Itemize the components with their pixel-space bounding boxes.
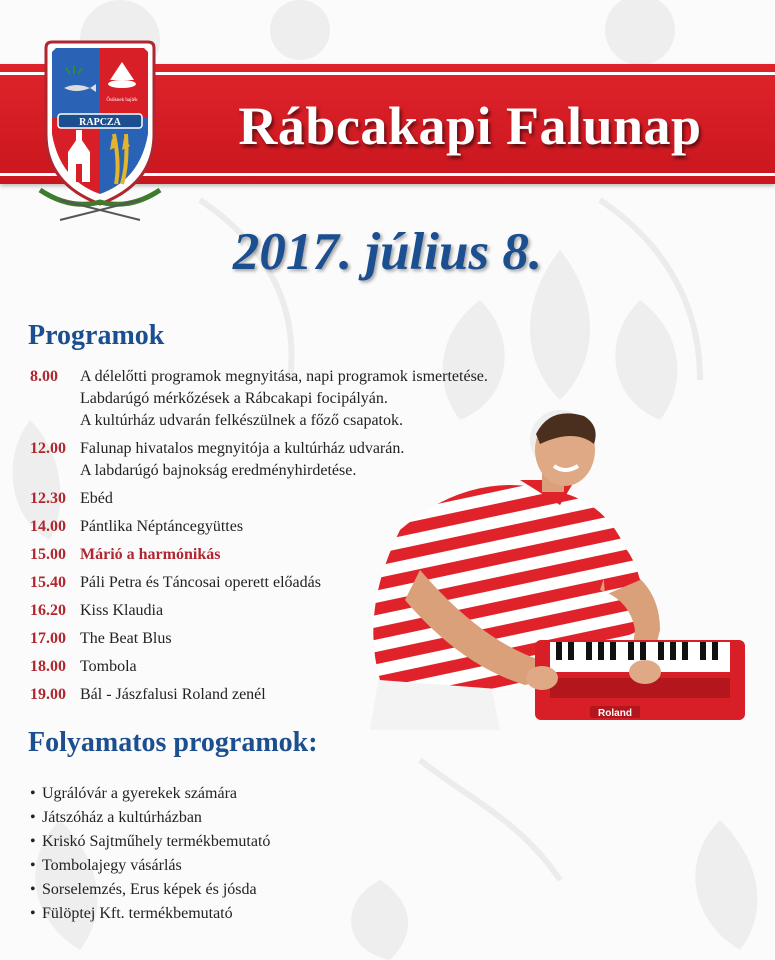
entry-desc: A délelőtti programok megnyitása, napi programok ismertetése. [80,368,488,385]
village-crest [30,34,170,230]
entry-desc: The Beat Blus [80,630,172,647]
crest-label: RAPCZA [79,117,121,128]
entry-time: 15.00 [30,546,66,563]
list-item: • Fülöptej Kft. termékbemutató [30,905,233,922]
entry-time: 19.00 [30,686,66,703]
accordion-player-photo [360,410,765,730]
entry-desc: Márió a harmónikás [80,546,221,563]
entry-time: 12.00 [30,440,66,457]
entry-time: 14.00 [30,518,66,535]
event-date: 2017. július 8. [232,223,543,281]
list-item: • Sorselemzés, Erus képek és jósda [30,881,257,898]
entry-desc: Bál - Jászfalusi Roland zenél [80,686,266,703]
entry-desc: Pántlika Néptáncegyüttes [80,518,244,535]
crest-motto: Ősöknek hajlék [106,98,138,103]
programs-heading: Programok [28,320,165,351]
list-item: • Tombolajegy vásárlás [30,857,182,874]
entry-time: 16.20 [30,602,66,619]
entry-desc: A labdarúgó bajnokság eredményhirdetése. [80,462,357,479]
entry-desc: Kiss Klaudia [80,602,164,619]
entry-desc: Páli Petra és Táncosai operett előadás [80,574,321,591]
entry-desc: A kultúrház udvarán felkészülnek a főző csapatok. [80,412,403,429]
list-item: • Ugrálóvár a gyerekek számára [30,785,237,802]
accordion-brand: Roland [598,708,632,719]
entry-time: 18.00 [30,658,66,675]
entry-time: 8.00 [30,368,58,385]
continuous-programs-list [30,782,270,926]
entry-time: 12.30 [30,490,66,507]
entry-desc: Falunap hivatalos megnyitója a kultúrház udvarán. [80,440,405,457]
list-item: • Játszóház a kultúrházban [30,809,202,826]
entry-desc: Labdarúgó mérkőzések a Rábcakapi focipályán. [80,390,388,407]
entry-desc: Tombola [80,658,137,675]
entry-time: 17.00 [30,630,66,647]
entry-time: 15.40 [30,574,66,591]
page-title: Rábcakapi Falunap [238,96,702,156]
entry-desc: Ebéd [80,490,113,507]
continuous-programs-heading: Folyamatos programok: [28,727,318,758]
list-item: • Kriskó Sajtműhely termékbemutató [30,833,271,850]
